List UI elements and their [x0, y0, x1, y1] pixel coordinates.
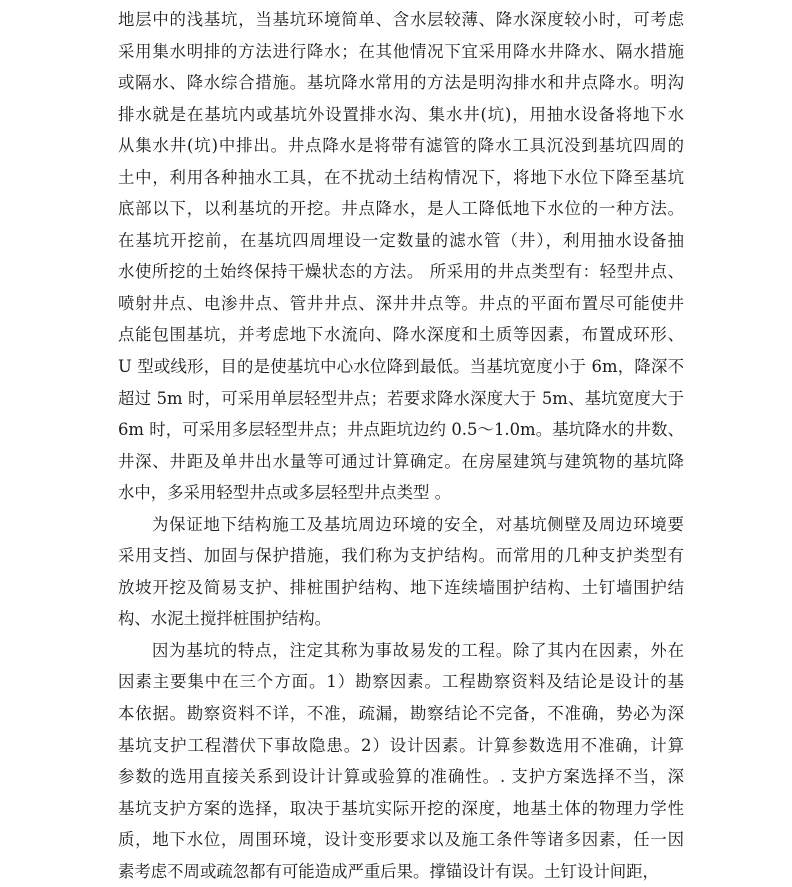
text-line: 点能包围基坑，并考虑地下水流向、降水深度和土质等因素，布置成环形、 [118, 325, 684, 345]
text-line: 水使所挖的土始终保持干燥状态的方法。 所采用的井点类型有：轻型井点、 [118, 262, 684, 282]
paragraph-accident-factors [118, 635, 684, 887]
text-line: U 型或线形，目的是使基坑中心水位降到最低。当基坑宽度小于 6m，降深不 [118, 357, 684, 377]
text-line: 参数的选用直接关系到设计计算或验算的准确性。. 支护方案选择不当，深 [118, 767, 684, 787]
document-body [118, 4, 684, 887]
text-line: 底部以下，以利基坑的开挖。井点降水，是人工降低地下水位的一种方法。 [118, 199, 684, 219]
text-line: 井深、井距及单井出水量等可通过计算确定。在房屋建筑与建筑物的基坑降 [118, 451, 684, 471]
text-line: 喷射井点、电渗井点、管井井点、深井井点等。井点的平面布置尽可能使井 [118, 293, 684, 313]
text-line: 素考虑不周或疏忽都有可能造成严重后果。撑锚设计有误。土钉设计间距， [118, 861, 659, 881]
text-line: 采用支挡、加固与保护措施，我们称为支护结构。而常用的几种支护类型有 [118, 546, 684, 566]
text-line: 质，地下水位，周围环境，设计变形要求以及施工条件等诸多因素，任一因 [118, 830, 684, 850]
text-line: 构、水泥土搅拌桩围护结构。 [118, 609, 332, 629]
text-line: 基坑支护工程潜伏下事故隐患。2）设计因素。计算参数选用不准确，计算 [118, 735, 684, 755]
text-line: 基坑支护方案的选择，取决于基坑实际开挖的深度，地基土体的物理力学性 [118, 798, 684, 818]
text-line: 因为基坑的特点，注定其称为事故易发的工程。除了其内在因素，外在 [152, 640, 684, 660]
paragraph-support-structure [118, 509, 684, 635]
text-line: 排水就是在基坑内或基坑外设置排水沟、集水井(坑)，用抽水设备将地下水 [118, 104, 684, 124]
text-line: 地层中的浅基坑，当基坑环境简单、含水层较薄、降水深度较小时，可考虑 [118, 10, 684, 29]
text-line: 为保证地下结构施工及基坑周边环境的安全，对基坑侧壁及周边环境要 [152, 514, 684, 534]
text-line: 从集水井(坑)中排出。井点降水是将带有滤管的降水工具沉没到基坑四周的 [118, 136, 684, 156]
text-line: 水中，多采用轻型井点或多层轻型井点类型 。 [118, 483, 452, 503]
text-line: 因素主要集中在三个方面。1）勘察因素。工程勘察资料及结论是设计的基 [118, 672, 684, 692]
text-line: 本依据。勘察资料不详，不准，疏漏，勘察结论不完备，不准确，势必为深 [118, 704, 684, 724]
text-line: 或隔水、降水综合措施。基坑降水常用的方法是明沟排水和井点降水。明沟 [118, 73, 684, 93]
text-line: 采用集水明排的方法进行降水；在其他情况下宜采用降水井降水、隔水措施 [118, 41, 684, 61]
paragraph-dewatering [118, 4, 684, 509]
text-line: 放坡开挖及简易支护、排桩围护结构、地下连续墙围护结构、土钉墙围护结 [118, 577, 684, 597]
text-line: 在基坑开挖前，在基坑四周埋设一定数量的滤水管（井），利用抽水设备抽 [118, 230, 684, 250]
text-line: 6m 时，可采用多层轻型井点；井点距坑边约 0.5～1.0m。基坑降水的井数、 [118, 420, 684, 440]
text-line: 超过 5m 时，可采用单层轻型井点；若要求降水深度大于 5m、基坑宽度大于 [118, 388, 684, 408]
text-line: 土中，利用各种抽水工具，在不扰动土结构情况下，将地下水位下降至基坑 [118, 167, 684, 187]
